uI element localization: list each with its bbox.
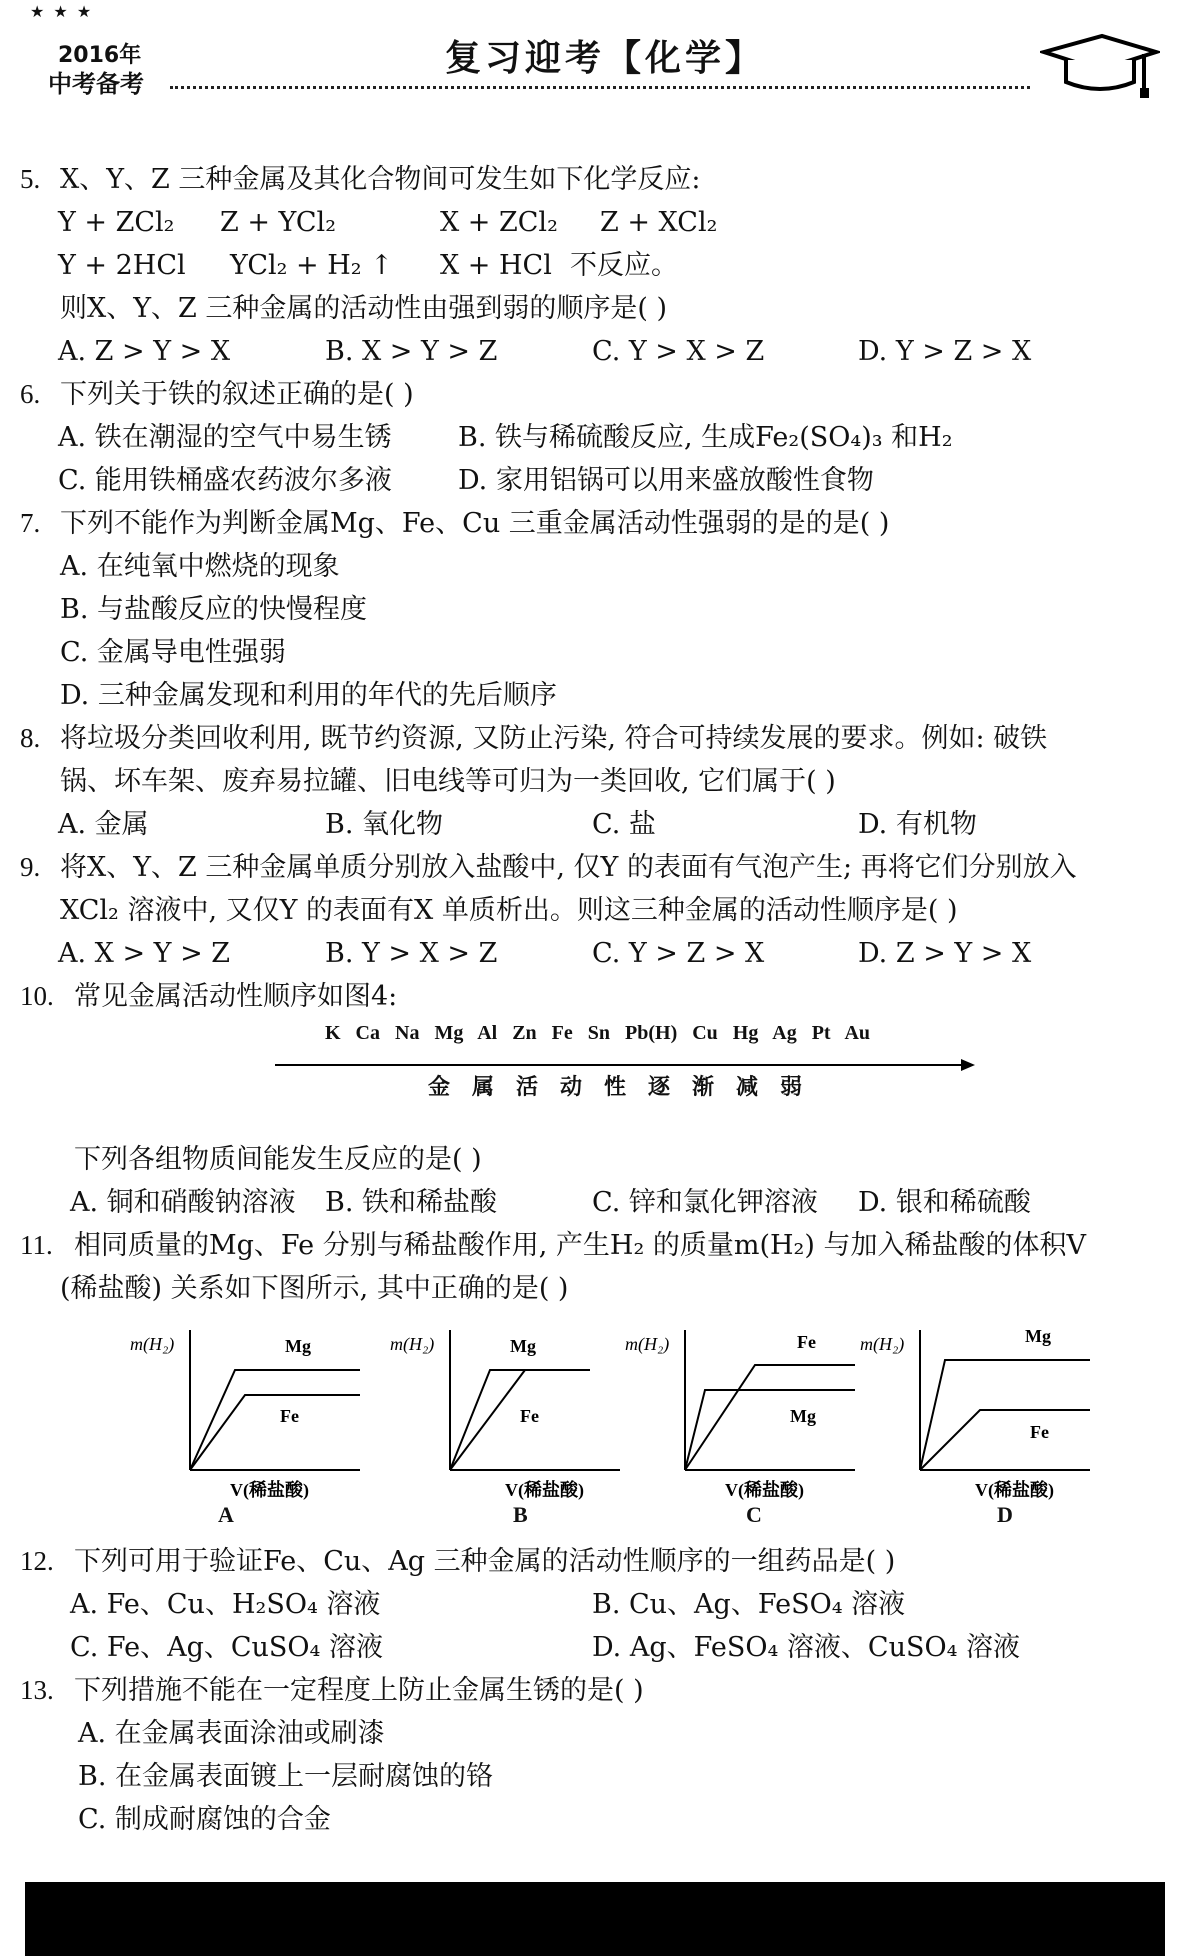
header-year: 2016年 bbox=[58, 43, 142, 68]
option[interactable]: A. Fe、Cu、H₂SO₄ 溶液 bbox=[70, 1589, 381, 1620]
graph-c bbox=[625, 1310, 865, 1500]
option[interactable]: C. Y > Z > X bbox=[592, 938, 765, 969]
q12-number: 12. bbox=[20, 1546, 54, 1576]
q6-stem: 6. 下列关于铁的叙述正确的是( ) bbox=[20, 373, 1170, 416]
q8-stem-cont: 锅、坏车架、废弃易拉罐、旧电线等可归为一类回收, 它们属于( ) bbox=[60, 766, 836, 797]
option[interactable]: C. Y > X > Z bbox=[592, 336, 765, 367]
q6-options-row2 bbox=[20, 459, 1170, 502]
q10-options bbox=[20, 1181, 1170, 1224]
q5-options bbox=[20, 330, 1170, 373]
option[interactable]: D. 家用铝锅可以用来盛放酸性食物 bbox=[458, 465, 874, 496]
svg-text:Mg: Mg bbox=[285, 1336, 311, 1356]
option[interactable]: A. X > Y > Z bbox=[58, 938, 231, 969]
graph-label[interactable]: A bbox=[218, 1502, 234, 1527]
option[interactable]: B. 与盐酸反应的快慢程度 bbox=[60, 594, 368, 625]
graph-label[interactable]: D bbox=[997, 1502, 1013, 1527]
option[interactable]: D. 银和稀硫酸 bbox=[858, 1187, 1031, 1218]
option[interactable]: B. 铁和稀盐酸 bbox=[325, 1187, 498, 1218]
page-title: 复习迎考【化学】 bbox=[445, 37, 766, 79]
q6-options-row1 bbox=[20, 416, 1170, 459]
graph-label[interactable]: B bbox=[513, 1502, 528, 1527]
q9-number: 9. bbox=[20, 852, 41, 882]
svg-text:V(稀盐酸): V(稀盐酸) bbox=[725, 1480, 804, 1500]
footer-bar bbox=[25, 1882, 1165, 1956]
q9-options bbox=[20, 932, 1170, 975]
option[interactable]: D. Ag、FeSO₄ 溶液、CuSO₄ 溶液 bbox=[592, 1632, 1020, 1663]
q9-stem-cont: XCl₂ 溶液中, 又仅Y 的表面有X 单质析出。则这三种金属的活动性顺序是( ) bbox=[60, 895, 958, 926]
q10-stem: 10. 常见金属活动性顺序如图4: bbox=[20, 975, 1170, 1018]
option[interactable]: A. 铁在潮湿的空气中易生锈 bbox=[58, 422, 392, 453]
svg-text:V(稀盐酸): V(稀盐酸) bbox=[230, 1480, 309, 1500]
q8-number: 8. bbox=[20, 723, 41, 753]
question-list bbox=[20, 158, 1170, 1841]
q5-number: 5. bbox=[20, 164, 41, 194]
q7-number: 7. bbox=[20, 508, 41, 538]
q5-reactions-row2 bbox=[20, 244, 1170, 287]
q12-options-row2 bbox=[20, 1626, 1170, 1669]
q10-number: 10. bbox=[20, 981, 54, 1011]
svg-text:Mg: Mg bbox=[790, 1406, 816, 1426]
q5-ask: 则X、Y、Z 三种金属的活动性由强到弱的顺序是( ) bbox=[60, 293, 668, 324]
header-subtitle: 中考备考 bbox=[48, 70, 144, 98]
svg-text:V(稀盐酸): V(稀盐酸) bbox=[975, 1480, 1054, 1500]
q5-reaction: Y + 2HCl bbox=[58, 250, 186, 281]
svg-text:Fe: Fe bbox=[520, 1406, 539, 1426]
q5-reaction: Z + YCl₂ bbox=[220, 207, 337, 238]
q9-stem: 9. 将X、Y、Z 三种金属单质分别放入盐酸中, 仅Y 的表面有气泡产生; 再将它们分别放入 bbox=[20, 846, 1170, 889]
option[interactable]: B. X > Y > Z bbox=[325, 336, 498, 367]
option[interactable]: C. 锌和氯化钾溶液 bbox=[592, 1187, 818, 1218]
svg-text:m(H₂): m(H₂) bbox=[390, 1334, 435, 1354]
activity-series-figure bbox=[20, 1018, 1170, 1138]
q13-stem: 13. 下列措施不能在一定程度上防止金属生锈的是( ) bbox=[20, 1669, 1170, 1712]
option[interactable]: C. 盐 bbox=[592, 809, 656, 840]
q5-reaction: YCl₂ + H₂ ↑ bbox=[230, 250, 393, 281]
q11-graphs bbox=[20, 1310, 1170, 1540]
option[interactable]: A. Z > Y > X bbox=[58, 336, 231, 367]
graph-b bbox=[390, 1310, 630, 1500]
svg-text:Fe: Fe bbox=[797, 1332, 816, 1352]
svg-text:m(H₂): m(H₂) bbox=[860, 1334, 905, 1354]
q12-stem: 12. 下列可用于验证Fe、Cu、Ag 三种金属的活动性顺序的一组药品是( ) bbox=[20, 1540, 1170, 1583]
graph-d bbox=[860, 1310, 1100, 1500]
svg-text:Mg: Mg bbox=[1025, 1326, 1051, 1346]
option[interactable]: A. 金属 bbox=[58, 809, 149, 840]
svg-text:V(稀盐酸): V(稀盐酸) bbox=[505, 1480, 584, 1500]
q5-reaction: Z + XCl₂ bbox=[600, 207, 718, 238]
q5-stem: 5. X、Y、Z 三种金属及其化合物间可发生如下化学反应: bbox=[20, 158, 1170, 201]
q5-reaction: X + ZCl₂ bbox=[440, 207, 558, 238]
metal-sequence: K Ca Na Mg Al Zn Fe Sn Pb(H) Cu Hg Ag Pt Au bbox=[325, 1022, 871, 1044]
activity-label: 金属活动性逐渐减弱 bbox=[428, 1074, 825, 1100]
option[interactable]: D. Y > Z > X bbox=[858, 336, 1032, 367]
option[interactable]: A. 铜和硝酸钠溶液 bbox=[70, 1187, 296, 1218]
q11-number: 11. bbox=[20, 1230, 53, 1260]
option[interactable]: D. 有机物 bbox=[858, 809, 977, 840]
q11-stem-cont: (稀盐酸) 关系如下图所示, 其中正确的是( ) bbox=[60, 1273, 569, 1304]
svg-text:Mg: Mg bbox=[510, 1336, 536, 1356]
option[interactable]: D. 三种金属发现和利用的年代的先后顺序 bbox=[60, 680, 557, 711]
graph-a bbox=[130, 1310, 370, 1500]
q8-stem: 8. 将垃圾分类回收利用, 既节约资源, 又防止污染, 符合可持续发展的要求。例如: 破铁 bbox=[20, 717, 1170, 760]
q13-number: 13. bbox=[20, 1675, 54, 1705]
q5-reaction: 不反应。 bbox=[570, 250, 678, 281]
option[interactable]: A. 在金属表面涂油或刷漆 bbox=[78, 1718, 385, 1749]
option[interactable]: C. 制成耐腐蚀的合金 bbox=[78, 1804, 331, 1835]
graduation-cap-icon bbox=[1040, 30, 1160, 100]
svg-text:Fe: Fe bbox=[1030, 1422, 1049, 1442]
header-dotted-rule bbox=[170, 86, 1030, 89]
q6-number: 6. bbox=[20, 379, 41, 409]
option[interactable]: B. Cu、Ag、FeSO₄ 溶液 bbox=[592, 1589, 906, 1620]
q5-reaction: X + HCl bbox=[440, 250, 552, 281]
option[interactable]: B. 铁与稀硫酸反应, 生成Fe₂(SO₄)₃ 和H₂ bbox=[458, 422, 953, 453]
option[interactable]: C. Fe、Ag、CuSO₄ 溶液 bbox=[70, 1632, 383, 1663]
q7-stem: 7. 下列不能作为判断金属Mg、Fe、Cu 三重金属活动性强弱的是的是( ) bbox=[20, 502, 1170, 545]
option[interactable]: B. Y > X > Z bbox=[325, 938, 498, 969]
q10-ask: 下列各组物质间能发生反应的是( ) bbox=[74, 1144, 482, 1175]
q11-stem: 11. 相同质量的Mg、Fe 分别与稀盐酸作用, 产生H₂ 的质量m(H₂) 与加入稀盐酸的体积V bbox=[20, 1224, 1170, 1267]
option[interactable]: C. 能用铁桶盛农药波尔多液 bbox=[58, 465, 392, 496]
option[interactable]: D. Z > Y > X bbox=[858, 938, 1032, 969]
svg-text:Fe: Fe bbox=[280, 1406, 299, 1426]
option[interactable]: C. 金属导电性强弱 bbox=[60, 637, 286, 668]
option[interactable]: B. 在金属表面镀上一层耐腐蚀的铬 bbox=[78, 1761, 494, 1792]
svg-text:m(H₂): m(H₂) bbox=[625, 1334, 670, 1354]
stars-decoration: ★ ★ ★ bbox=[30, 2, 94, 21]
q8-options bbox=[20, 803, 1170, 846]
q12-options-row1 bbox=[20, 1583, 1170, 1626]
option[interactable]: B. 氧化物 bbox=[325, 809, 444, 840]
q5-reaction: Y + ZCl₂ bbox=[58, 207, 175, 238]
q5-reactions-row1 bbox=[20, 201, 1170, 244]
graph-label[interactable]: C bbox=[746, 1502, 762, 1527]
page-header bbox=[0, 0, 1190, 110]
graph-ylabel: m(H₂) bbox=[130, 1334, 175, 1354]
option[interactable]: A. 在纯氧中燃烧的现象 bbox=[60, 551, 340, 582]
